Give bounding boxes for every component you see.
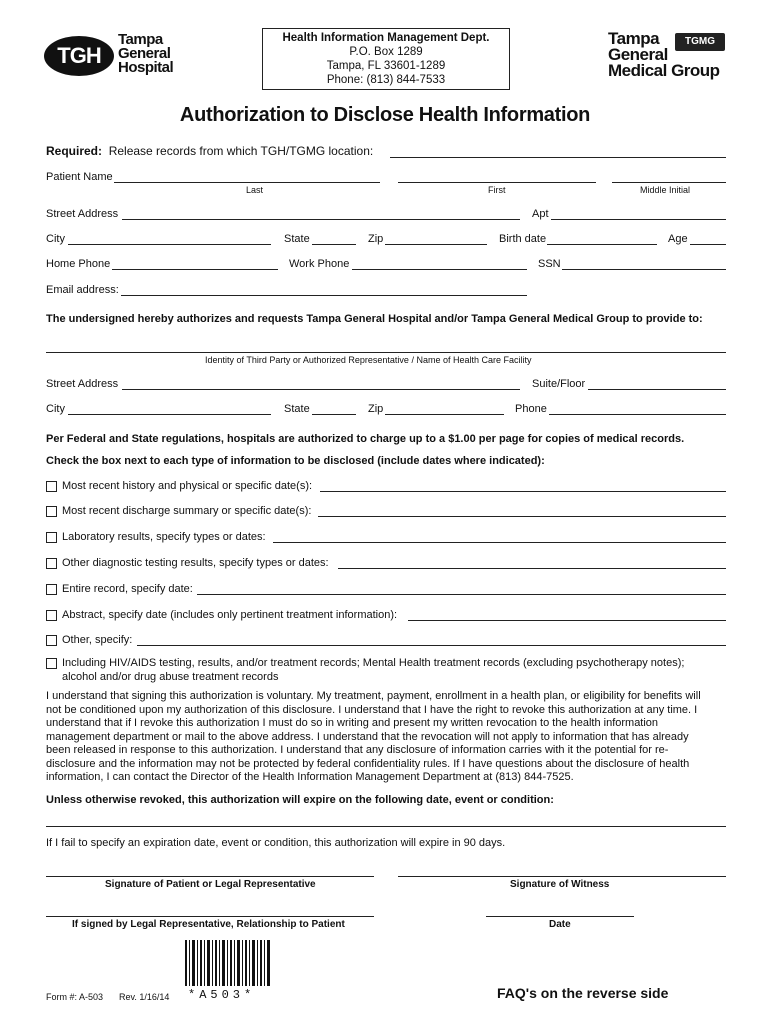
witness-signature-field[interactable]: [398, 876, 726, 877]
date-field[interactable]: [486, 916, 634, 917]
recipient-state-label: State: [284, 403, 310, 415]
middle-caption: Middle Initial: [640, 185, 691, 195]
recipient-zip-label: Zip: [368, 403, 384, 415]
suite-field[interactable]: [588, 389, 726, 390]
date-caption: Date: [549, 919, 571, 930]
tgmg-logo-badge: TGMG: [675, 33, 725, 51]
tgh-logo-text: Tampa General Hospital: [118, 31, 174, 76]
checkbox-laboratory[interactable]: [46, 532, 57, 543]
discharge-summary-field[interactable]: [318, 516, 726, 517]
checkbox-entire-record[interactable]: [46, 584, 57, 595]
required-row: Required: Release records from which TGH/TGMG location:: [46, 144, 374, 158]
tgh-logo: TGH: [44, 36, 114, 76]
check-instruction: Check the box next to each type of information to be disclosed (include dates where indicated):: [46, 455, 545, 467]
relationship-caption: If signed by Legal Representative, Relationship to Patient: [72, 919, 345, 930]
zip-field[interactable]: [385, 244, 487, 245]
checkbox-label: Most recent history and physical or specific date(s):: [62, 480, 313, 492]
relationship-field[interactable]: [46, 916, 374, 917]
form-number: Form #: A-503: [46, 992, 104, 1002]
tgmg-logo-text: Tampa General Medical Group: [608, 29, 720, 80]
recipient-phone-label: Phone: [515, 403, 547, 415]
recipient-identity-caption: Identity of Third Party or Authorized Representative / Name of Health Care Facility: [205, 355, 532, 365]
address-box: Health Information Management Dept. P.O. Box 1289 Tampa, FL 33601-1289 Phone: (813) 844-7533: [262, 28, 510, 90]
expire-default-text: If I fail to specify an expiration date, event or condition, this authorization will expire in 90 days.: [46, 837, 506, 849]
entire-record-field[interactable]: [197, 594, 726, 595]
recipient-state-field[interactable]: [312, 414, 356, 415]
checkbox-label: Other, specify:: [62, 634, 133, 646]
revision-date: Rev. 1/16/14: [119, 992, 170, 1002]
checkbox-discharge-summary[interactable]: [46, 506, 57, 517]
middle-initial-field[interactable]: [612, 182, 726, 183]
page-title: Authorization to Disclose Health Information: [179, 104, 591, 126]
checkbox-diagnostic[interactable]: [46, 558, 57, 569]
last-name-field[interactable]: [114, 182, 380, 183]
street-field[interactable]: [122, 219, 520, 220]
street-label: Street Address: [46, 208, 119, 220]
diagnostic-field[interactable]: [338, 568, 726, 569]
expiration-field[interactable]: [46, 826, 726, 827]
recipient-city-field[interactable]: [68, 414, 271, 415]
city-label: City: [46, 233, 65, 245]
checkbox-history-physical[interactable]: [46, 481, 57, 492]
apt-label: Apt: [532, 208, 549, 220]
suite-label: Suite/Floor: [532, 378, 586, 390]
work-phone-field[interactable]: [352, 269, 527, 270]
zip-label: Zip: [368, 233, 384, 245]
email-field[interactable]: [121, 295, 527, 296]
apt-field[interactable]: [551, 219, 726, 220]
work-phone-label: Work Phone: [289, 258, 350, 270]
history-physical-field[interactable]: [320, 491, 726, 492]
checkbox-label: Most recent discharge summary or specific date(s):: [62, 505, 312, 517]
recipient-street-field[interactable]: [122, 389, 520, 390]
recipient-phone-field[interactable]: [549, 414, 726, 415]
checkbox-label: Entire record, specify date:: [62, 583, 193, 595]
fee-statement: Per Federal and State regulations, hospitals are authorized to charge up to a $1.00 per page for copies of medical records.: [46, 433, 685, 445]
barcode: [185, 940, 271, 986]
checkbox-label: Abstract, specify date (includes only pertinent treatment information):: [62, 609, 398, 621]
age-field[interactable]: [690, 244, 726, 245]
state-label: State: [284, 233, 310, 245]
patient-signature-caption: Signature of Patient or Legal Representative: [105, 879, 316, 890]
state-field[interactable]: [312, 244, 356, 245]
abstract-field[interactable]: [408, 620, 726, 621]
ssn-field[interactable]: [562, 269, 726, 270]
birth-date-label: Birth date: [499, 233, 547, 245]
expire-statement: Unless otherwise revoked, this authorization will expire on the following date, event or condition:: [46, 794, 554, 806]
home-phone-label: Home Phone: [46, 258, 111, 270]
home-phone-field[interactable]: [112, 269, 278, 270]
barcode-text: *A503*: [188, 988, 256, 1002]
laboratory-field[interactable]: [273, 542, 726, 543]
recipient-zip-field[interactable]: [385, 414, 504, 415]
age-label: Age: [668, 233, 688, 245]
first-caption: First: [488, 185, 506, 195]
authorize-statement: The undersigned hereby authorizes and requests Tampa General Hospital and/or Tampa General Medical Group to provide to:: [46, 313, 703, 325]
faq-note: FAQ's on the reverse side: [497, 985, 669, 1001]
birth-date-field[interactable]: [547, 244, 657, 245]
location-field[interactable]: [390, 157, 726, 158]
understand-paragraph: I understand that signing this authorization is voluntary. My treatment, payment, enrollment in a health plan, or eligibility for benefits will not be conditioned upon my authorization of this disclosure. I understand that I have the right to revoke this authorization at any time. I understand that if I revoke this authorization I must do so in writing and present my written revocation to the health information management department or mail to the above address. I understand that the revocation will not apply to information that has already been released in response to this authorization. I understand that any disclosure of information carries with it the potential for re- disclosure and the information may not be protected by federal confidentiality rules. If I have questions about the disclosure of health information, I can contact the Director of the Health Information Management Department at (813) 844-7525.: [46, 690, 701, 783]
last-caption: Last: [246, 185, 264, 195]
recipient-street-label: Street Address: [46, 378, 119, 390]
email-label: Email address:: [46, 284, 119, 296]
checkbox-label: Laboratory results, specify types or dates:: [62, 531, 266, 543]
patient-signature-field[interactable]: [46, 876, 374, 877]
other-field[interactable]: [137, 645, 726, 646]
hiv-label-line1: Including HIV/AIDS testing, results, and/or treatment records; Mental Health treatment records (excluding psychotherapy notes);: [62, 657, 685, 669]
checkbox-hiv-mental-health[interactable]: [46, 658, 57, 669]
checkbox-abstract[interactable]: [46, 610, 57, 621]
city-field[interactable]: [68, 244, 271, 245]
recipient-identity-field[interactable]: [46, 352, 726, 353]
recipient-city-label: City: [46, 403, 65, 415]
ssn-label: SSN: [538, 258, 561, 270]
patient-name-label: Patient Name: [46, 171, 113, 183]
hiv-label-line2: alcohol and/or drug abuse treatment records: [62, 671, 279, 683]
checkbox-other[interactable]: [46, 635, 57, 646]
first-name-field[interactable]: [398, 182, 596, 183]
checkbox-label: Other diagnostic testing results, specify types or dates:: [62, 557, 329, 569]
witness-signature-caption: Signature of Witness: [510, 879, 610, 890]
